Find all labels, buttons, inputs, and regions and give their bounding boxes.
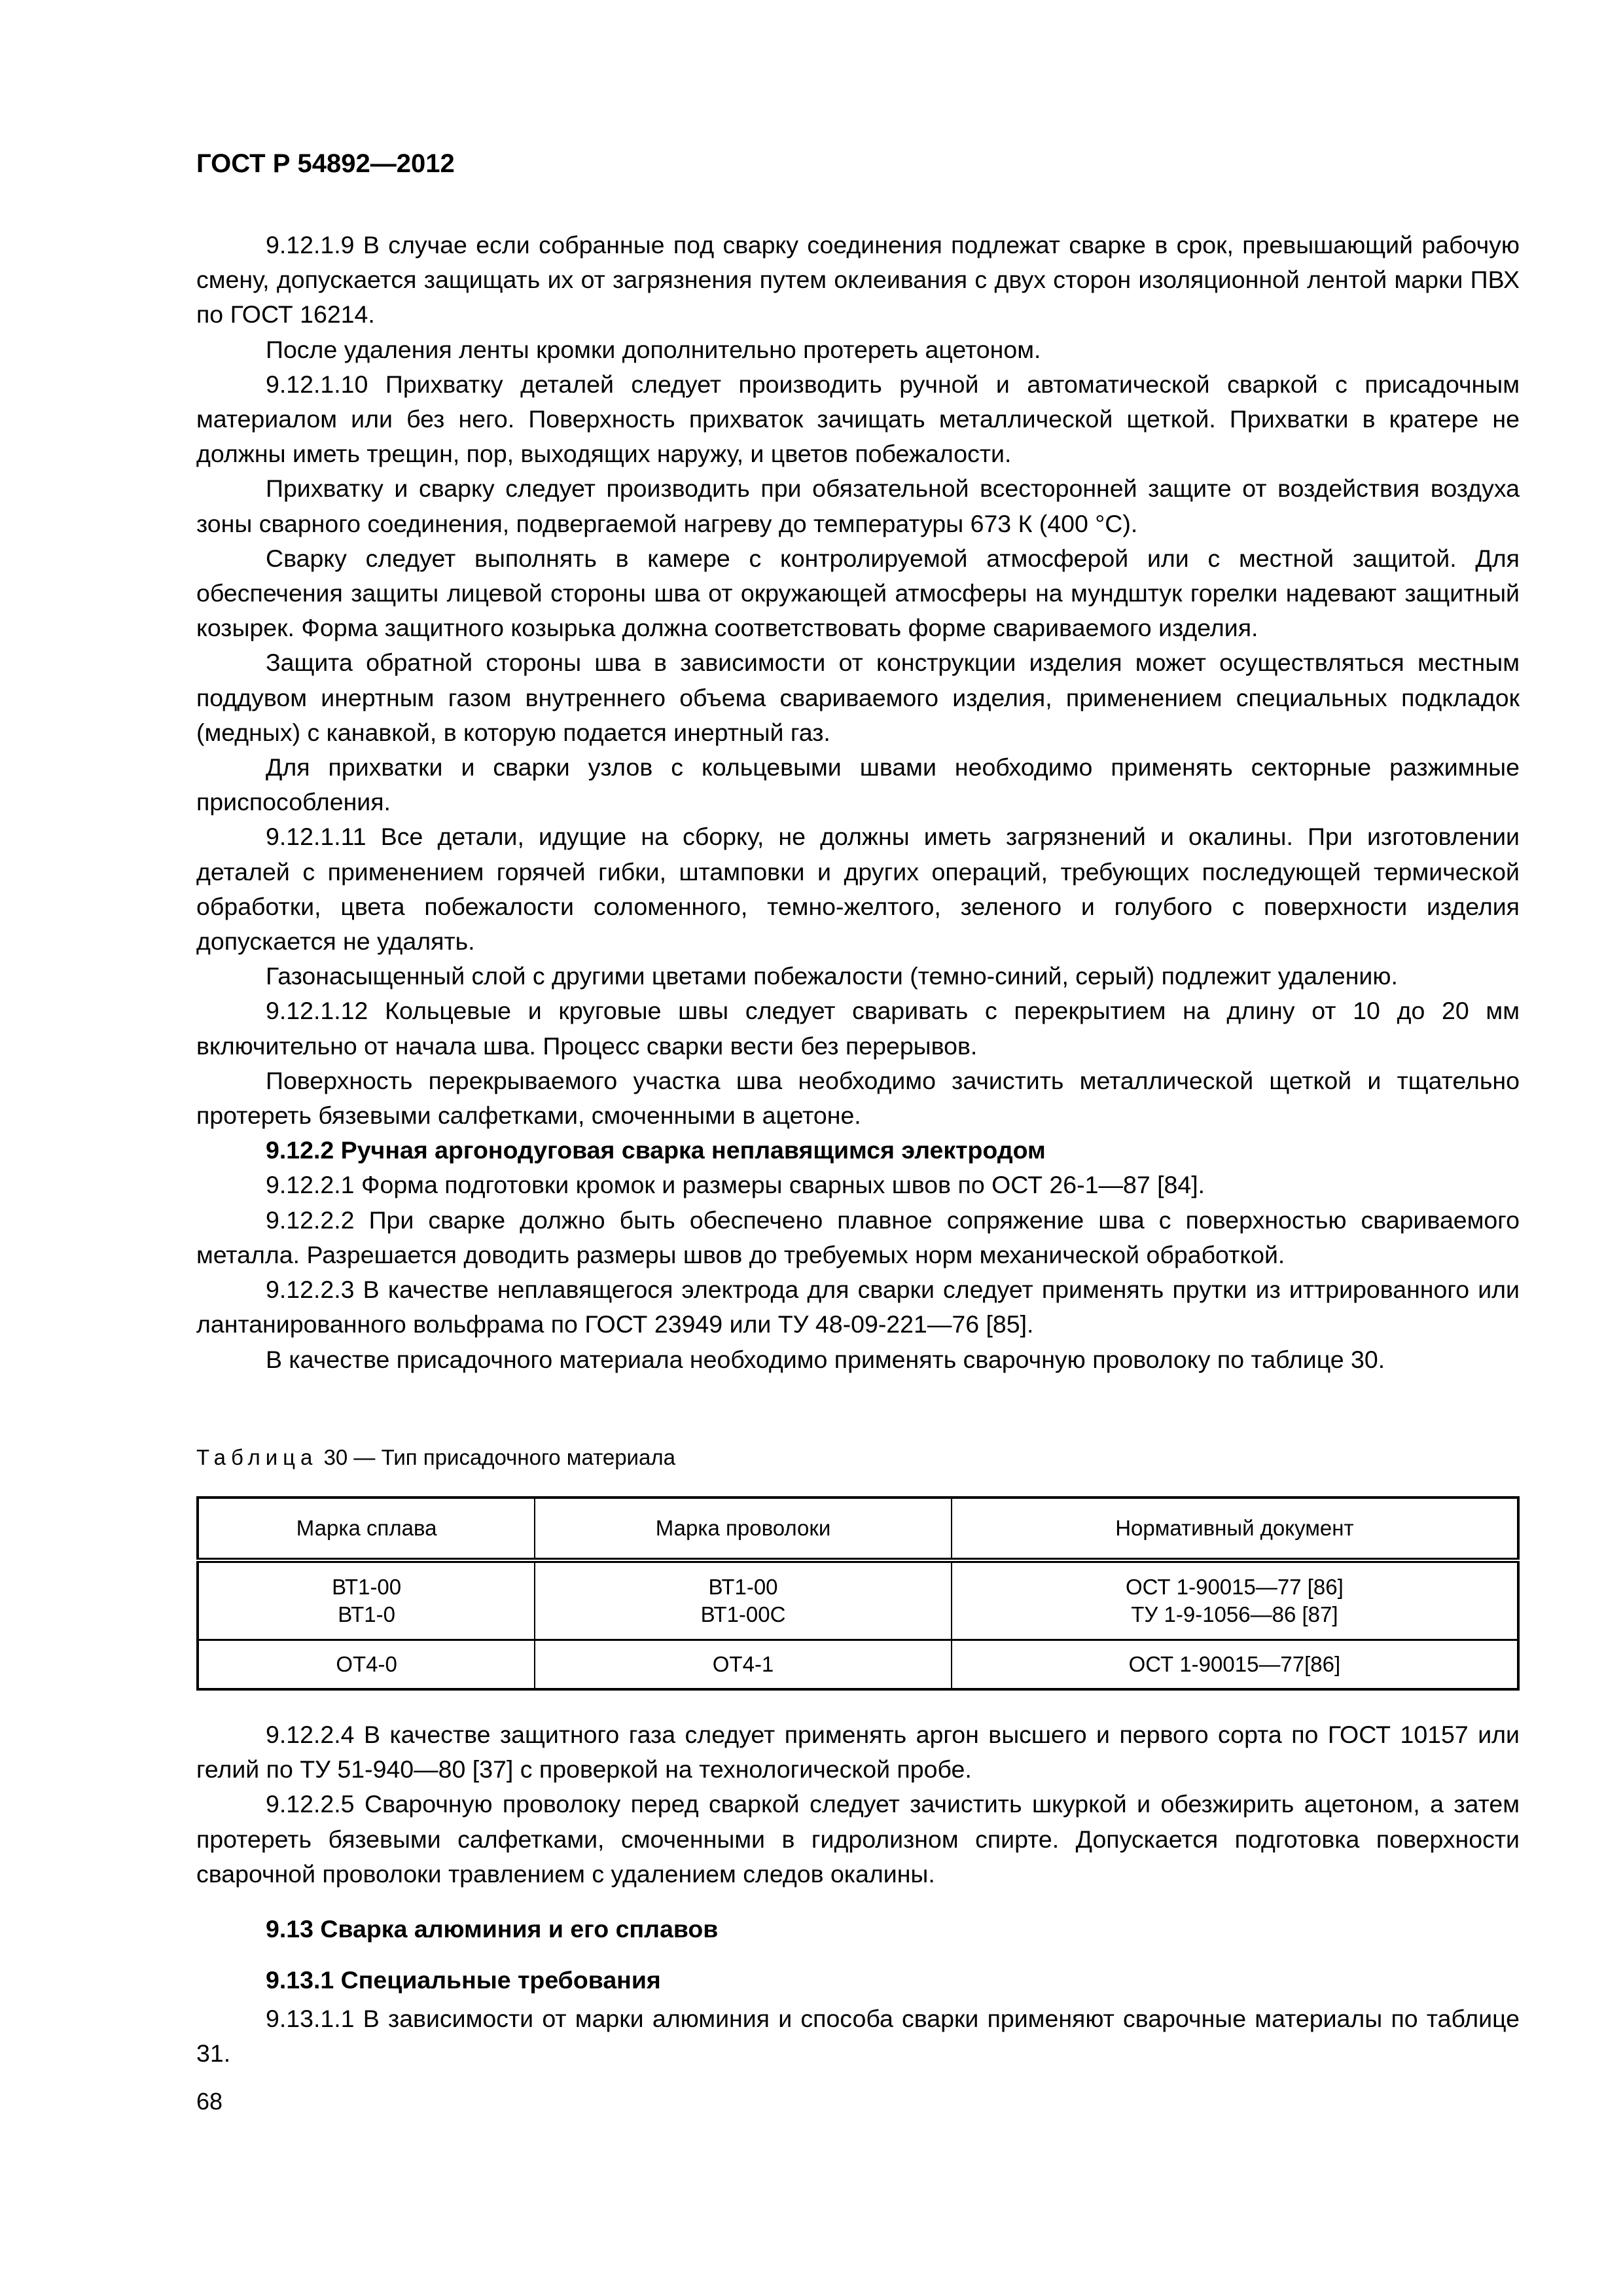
table-cell xyxy=(198,1560,535,1640)
paragraph: Сварку следует выполнять в камере с контролируемой атмосферой или с местной защитой. Для обеспечения защиты лицевой стороны шва от окружающей атмосферы на мундштук горелки надевают защитный козырек. Форма защитного козырька должна соответствовать форме свариваемого изделия. xyxy=(196,544,1520,642)
table-header: Марка сплава xyxy=(198,1498,535,1560)
paragraph: 9.12.1.11 Все детали, идущие на сборку, не должны иметь загрязнений и окалины. При изготовлении деталей с применением горячей гибки, штамповки и других операций, требующих последующей термической обработки, цвета побежалости соломенного, темно-желтого, зеленого и голубого с поверхности изделия допускается не удалять. xyxy=(196,823,1520,956)
paragraph: 9.12.1.9 В случае если собранные под сварку соединения подлежат сварке в срок, превышающий рабочую смену, допускается защищать их от загрязнения путем оклеивания с двух сторон изоляционной лентой марки ПВХ по ГОСТ 16214. xyxy=(196,231,1520,329)
cell-line: ОСТ 1-90015—77 [86] xyxy=(1126,1575,1344,1599)
table-cell: ОТ4-0 xyxy=(198,1640,535,1690)
text-block-3 xyxy=(196,2001,1520,2071)
paragraph: Защита обратной стороны шва в зависимости от конструкции изделия может осуществляться местным поддувом инертным газом внутреннего объема свариваемого изделия, применением специальных подкладок (медных) с канавкой, в которую подается инертный газ. xyxy=(196,649,1520,746)
table-cell: ОСТ 1-90015—77[86] xyxy=(952,1640,1518,1690)
subsection-heading: 9.12.2 Ручная аргонодуговая сварка неплавящимся электродом xyxy=(266,1136,1046,1164)
paragraph: Для прихватки и сварки узлов с кольцевыми швами необходимо применять секторные разжимные приспособления. xyxy=(196,753,1520,816)
paragraph: 9.12.2.5 Сварочную проволоку перед сваркой следует зачистить шкуркой и обезжирить ацетоном, а затем протереть бязевыми салфетками, смоченными в гидролизном спирте. Допускается подготовка поверхности сварочной проволоки травлением с удалением следов окалины. xyxy=(196,1790,1520,1888)
paragraph: Поверхность перекрываемого участка шва необходимо зачистить металлической щеткой и тщательно протереть бязевыми салфетками, смоченными в ацетоне. xyxy=(196,1066,1520,1130)
section-heading-9-13: 9.13 Сварка алюминия и его сплавов xyxy=(266,1915,719,1943)
cell-line: ВТ1-00 xyxy=(332,1575,402,1599)
table-cell xyxy=(952,1560,1518,1640)
text-block-1 xyxy=(196,228,1520,1377)
paragraph: 9.13.1.1 В зависимости от марки алюминия и способа сварки применяют сварочные материалы по таблице 31. xyxy=(196,2005,1520,2068)
table-header: Марка проволоки xyxy=(535,1498,952,1560)
filler-material-table xyxy=(196,1496,1520,1691)
paragraph: Газонасыщенный слой с другими цветами побежалости (темно-синий, серый) подлежит удалению. xyxy=(266,962,1398,990)
page-number: 68 xyxy=(196,2088,223,2115)
document-header: ГОСТ Р 54892—2012 xyxy=(196,149,455,178)
table-caption xyxy=(196,1445,675,1470)
paragraph: 9.12.2.1 Форма подготовки кромок и размеры сварных швов по ОСТ 26-1—87 [84]. xyxy=(266,1171,1205,1199)
paragraph: 9.12.1.12 Кольцевые и круговые швы следует сваривать с перекрытием на длину от 10 до 20 мм включительно от начала шва. Процесс сварки вести без перерывов. xyxy=(196,997,1520,1060)
section-heading-9-13-1: 9.13.1 Специальные требования xyxy=(266,1966,661,1994)
table-row xyxy=(198,1640,1518,1690)
table-cell xyxy=(535,1560,952,1640)
table-cell: ОТ4-1 xyxy=(535,1640,952,1690)
cell-line: ВТ1-00 xyxy=(708,1575,778,1599)
table-caption-title: 30 — Тип присадочного материала xyxy=(323,1445,675,1469)
paragraph: 9.12.1.10 Прихватку деталей следует производить ручной и автоматической сваркой с присадочным материалом или без него. Поверхность прихваток зачищать металлической щеткой. Прихватки в кратере не должны иметь трещин, пор, выходящих наружу, и цветов побежалости. xyxy=(196,370,1520,468)
paragraph: После удаления ленты кромки дополнительно протереть ацетоном. xyxy=(266,335,1041,363)
table-row xyxy=(198,1560,1518,1640)
cell-line: ТУ 1-9-1056—86 [87] xyxy=(1131,1602,1338,1626)
paragraph: 9.12.2.3 В качестве неплавящегося электрода для сварки следует применять прутки из иттрированного или лантанированного вольфрама по ГОСТ 23949 или ТУ 48-09-221—76 [85]. xyxy=(196,1276,1520,1338)
table-header: Нормативный документ xyxy=(952,1498,1518,1560)
paragraph: В качестве присадочного материала необходимо применять сварочную проволоку по таблице 30. xyxy=(266,1345,1385,1373)
cell-line: ВТ1-0 xyxy=(338,1602,395,1626)
paragraph: 9.12.2.4 В качестве защитного газа следует применять аргон высшего и первого сорта по ГОСТ 10157 или гелий по ТУ 51-940—80 [37] с проверкой на технологической пробе. xyxy=(196,1721,1520,1784)
table-caption-word: Таблица xyxy=(196,1445,318,1469)
text-block-2 xyxy=(196,1717,1520,1892)
paragraph: Прихватку и сварку следует производить при обязательной всесторонней защите от воздействия воздуха зоны сварного соединения, подвергаемой нагреву до температуры 673 К (400 °С). xyxy=(196,475,1520,537)
paragraph: 9.12.2.2 При сварке должно быть обеспечено плавное сопряжение шва с поверхностью свариваемого металла. Разрешается доводить размеры швов до требуемых норм механической обработкой. xyxy=(196,1206,1520,1268)
cell-line: ВТ1-00С xyxy=(700,1602,786,1626)
